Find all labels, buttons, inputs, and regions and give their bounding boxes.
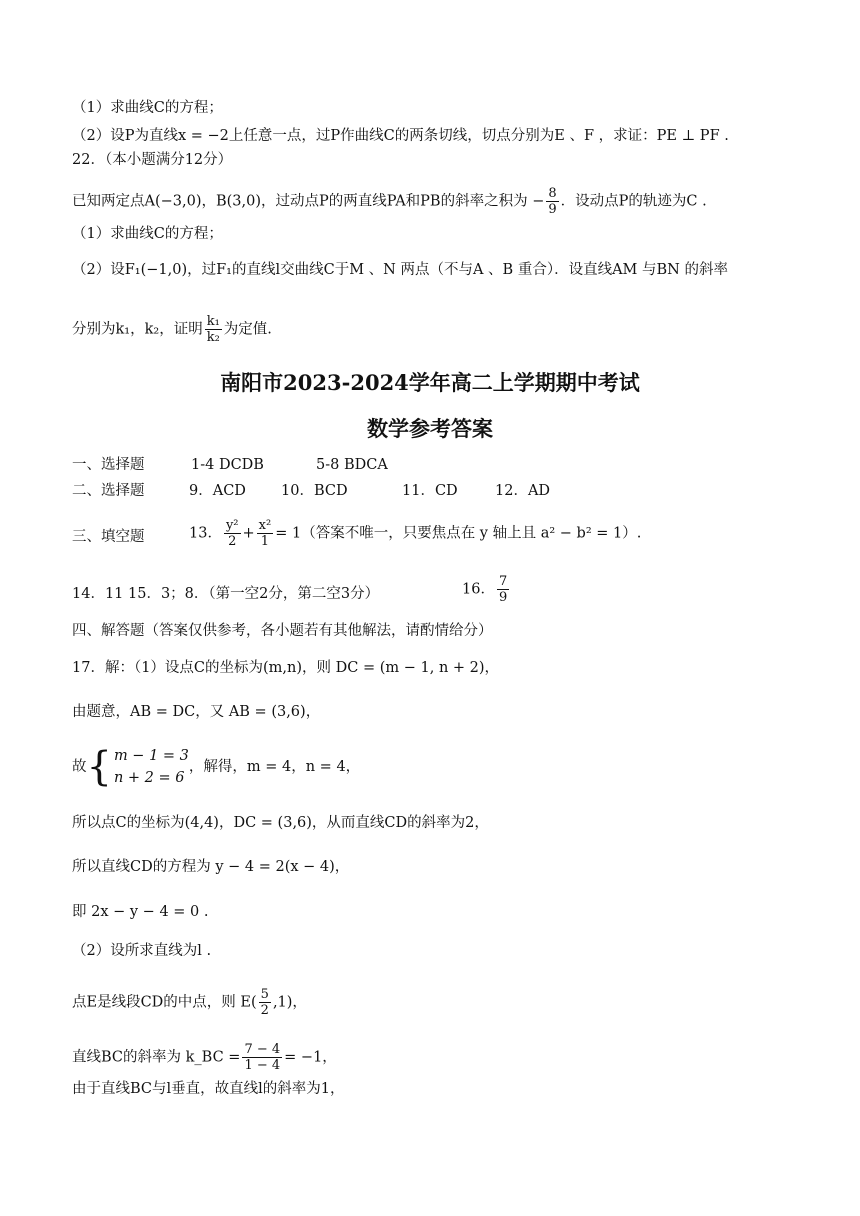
sol17-line10: 由于直线BC与l垂直，故直线l的斜率为1， [72,1081,345,1097]
answer-title: 南阳市2023-2024学年高二上学期期中考试 [220,370,640,395]
sol17-line6: 即 2x − y − 4 = 0 . [72,904,209,920]
q22-ratio-fraction [205,314,222,345]
sol17-l8-b: ,1)， [272,994,307,1011]
answer-16-fraction [497,574,509,605]
answer-9: 9．ACD [189,483,246,499]
fraction-denominator: 9 [498,590,508,605]
q22-stem [72,186,820,217]
fraction-denominator: 2 [260,1003,269,1018]
equation-system [87,745,189,789]
answer-10: 10．BCD [281,483,348,499]
fraction-numerator: 8 [548,186,557,201]
answer-13-number: 13． [189,525,222,542]
fraction-numerator: x² [258,518,272,533]
sol17-l3-post: ，解得，m = 4，n = 4， [188,759,361,775]
q22-stem-text-b: ．设动点P的轨迹为C . [560,193,707,210]
row-label: 三、填空题 [72,529,145,545]
fraction-denominator: 1 [260,534,270,549]
fraction-numerator: y² [225,518,239,533]
sol17-line9 [72,1042,820,1073]
answer-13 [189,518,641,549]
answer-11: 11．CD [402,483,458,499]
sol17-l9-a: 直线BC的斜率为 k_BC = [72,1049,241,1066]
sol17-line4: 所以点C的坐标为(4,4)，DC = (3,6)，从而直线CD的斜率为2， [72,815,489,831]
row-label: 一、选择题 [72,457,145,473]
q22-stem-fraction [546,186,558,217]
q22-p3-text-b: 为定值. [223,321,272,338]
fraction-numerator: 7 − 4 [244,1042,281,1057]
sol17-line1: 17．解：（1）设点C的坐标为(m,n)，则 DC = (m − 1, n + 2)， [72,660,500,676]
answer-14-15: 14．11 15．3；8．（第一空2分，第二空3分） [72,586,380,602]
sol17-line5: 所以直线CD的方程为 y − 4 = 2(x − 4)， [72,859,350,875]
slope-fraction [242,1042,282,1073]
fraction-numerator: k₁ [206,314,220,329]
sol17-l9-b: = −1， [284,1049,337,1066]
q22-header: 22．（本小题满分12分） [72,152,233,168]
sol17-line2: 由题意，AB = DC，又 AB = (3,6)， [72,704,321,720]
answer-13-fraction-x [257,518,274,549]
sol17-line8 [72,987,820,1018]
fraction-denominator: 2 [228,534,237,549]
answer-16-number: 16． [462,581,495,598]
part2-question: （2）设P为直线x = −2上任意一点，过P作曲线C的两条切线，切点分别为E 、F ，求证：PE ⊥ PF . [72,128,729,144]
answer-1-4: 1-4 DCDB [191,457,264,473]
answer-12: 12．AD [495,483,551,499]
q22-part2: （2）设F₁(−1,0)，过F₁的直线l交曲线C于M 、N 两点（不与A 、B 重合）．设直线AM 与BN 的斜率 [72,262,728,278]
answer-5-8: 5-8 BDCA [316,457,388,473]
answer-13-text: = 1（答案不唯一，只要焦点在 y 轴上且 a² − b² = 1）. [275,525,642,542]
fraction-numerator: 5 [260,987,269,1002]
q22-part2-cont [72,314,820,345]
fraction-numerator: 7 [498,574,508,589]
row-label: 二、选择题 [72,483,145,499]
q22-part1: （1）求曲线C的方程； [72,226,223,242]
fraction-denominator: k₂ [206,330,220,345]
fraction-denominator: 1 − 4 [244,1058,281,1073]
q22-p3-text-a: 分别为k₁，k₂，证明 [72,321,203,338]
equation-1: m − 1 = 3 [113,748,189,764]
answer-row-solutions: 四、解答题（答案仅供参考，各小题若有其他解法，请酌情给分） [72,623,493,639]
part1-question: （1）求曲线C的方程； [72,100,223,116]
answer-13-fraction-y [224,518,241,549]
fraction-denominator: 9 [548,202,557,217]
sol17-line7: （2）设所求直线为l . [72,943,212,959]
sol17-l8-a: 点E是线段CD的中点，则 E( [72,994,257,1011]
q22-stem-text-a: 已知两定点A(−3,0)，B(3,0)，过动点P的两直线PA和PB的斜率之积为 − [72,193,545,210]
brace-icon: { [86,744,112,790]
answer-subtitle: 数学参考答案 [367,416,493,441]
answer-16 [462,574,511,605]
sol17-line3 [72,745,820,789]
plus-sign: + [242,525,255,542]
midpoint-fraction [259,987,271,1018]
equation-2: n + 2 = 6 [113,770,185,786]
sol17-l3-pre: 故 [72,759,87,775]
